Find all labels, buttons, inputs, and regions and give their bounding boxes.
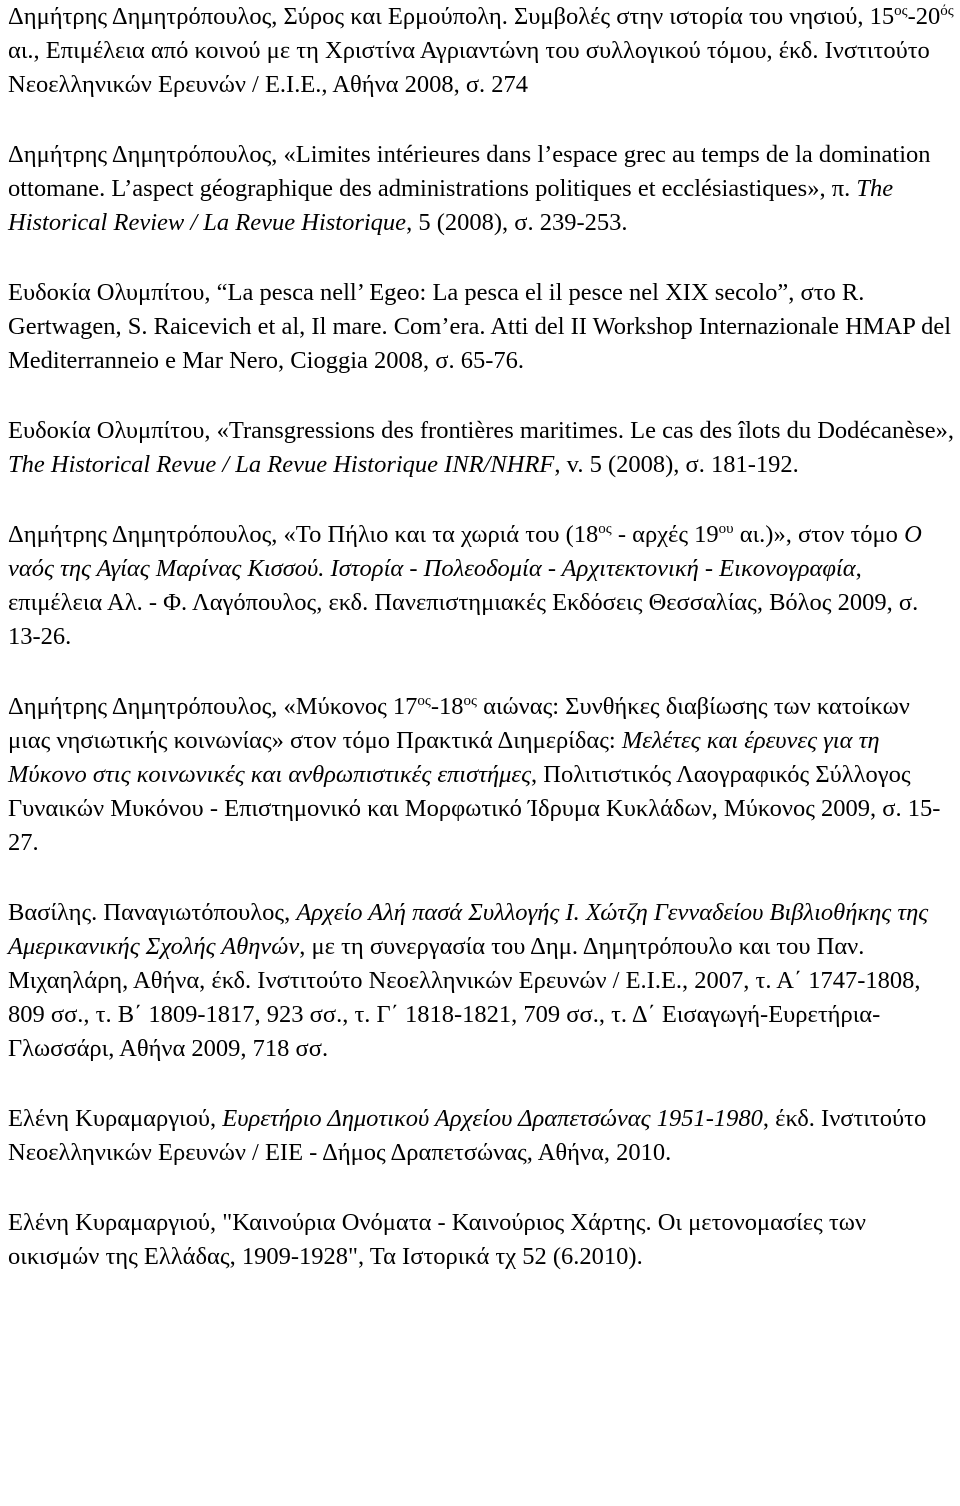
entry-text [8, 690, 954, 860]
entry-text-part: - αρχές 19 [611, 521, 719, 548]
bibliography-entry-6 [8, 690, 954, 860]
bibliography-entry-1 [8, 0, 954, 102]
ordinal-suffix: ος [894, 3, 908, 19]
bibliography-entry-7 [8, 896, 954, 1066]
ordinal-suffix: ος [417, 693, 431, 709]
entry-text-part: αι.)», στον τόμο [733, 521, 905, 548]
entry-text-part: , v. 5 (2008), σ. 181-192. [554, 451, 799, 478]
entry-text [8, 1206, 954, 1274]
entry-text-part: , έκδ. Ινστιτούτο Νεοελληνικών Ερευνών / ΕΙΕ - Δήμος Δραπετσώνας, Αθήνα, 2010. [8, 1105, 927, 1166]
entry-text-part: , 5 (2008), σ. 239-253. [406, 209, 628, 236]
entry-italic-title: Ο ναός της Αγίας Μαρίνας Κισσού. Ιστορία - Πολεοδομία - Αρχιτεκτονική - Εικονογραφία [8, 521, 922, 582]
entry-text [8, 414, 954, 482]
bibliography-entry-2 [8, 138, 954, 240]
entry-text-part: αιώνας: Συνθήκες διαβίωσης των κατοίκων μιας νησιωτικής κοινωνίας» στον τόμο Πρακτικά Διημερίδας: [8, 693, 910, 754]
bibliography-entry-4 [8, 414, 954, 482]
entry-text [8, 896, 954, 1066]
entry-italic-title: Αρχείο Αλή πασά Συλλογής Ι. Χώτζη Γενναδείου Βιβλιοθήκης της Αμερικανικής Σχολής Αθηνών [8, 899, 929, 960]
bibliography-entry-8 [8, 1102, 954, 1170]
entry-text [8, 1102, 954, 1170]
bibliography-entry-9 [8, 1206, 954, 1274]
entry-text-part: , Πολιτιστικός Λαογραφικός Σύλλογος Γυναικών Μυκόνου - Επιστημονικό και Μορφωτικό Ίδρυμα Κυκλάδων, Μύκονος 2009, σ. 15-27. [8, 761, 941, 856]
ordinal-suffix: ου [718, 521, 734, 537]
entry-text-part: Δημήτρης Δημητρόπουλος, Σύρος και Ερμούπολη. Συμβολές στην ιστορία του νησιού, 15 [8, 3, 895, 30]
entry-italic-title: Ευρετήριο Δημοτικού Αρχείου Δραπετσώνας 1951-1980 [222, 1105, 763, 1132]
entry-italic-title: Μελέτες και έρευνες για τη Μύκονο στις κοινωνικές και ανθρωπιστικές επιστήμες [8, 727, 880, 788]
entry-text-part: Ευδοκία Ολυμπίτου, “La pesca nell’ Egeo: La pesca el il pesce nel XIX secolo”, στο R. Gertwagen, S. Raicevich et al, Il mare. Com’era. Atti del II Workshop Internazionale HMAP del Mediterranneio e Mar Nero, Cioggia 2008, σ. 65-76. [8, 279, 952, 374]
entry-text-part: Ευδοκία Ολυμπίτου, «Transgressions des frontières maritimes. Le cas des îlots du Dodécanèse», [8, 417, 954, 444]
entry-text-part: Δημήτρης Δημητρόπουλος, «Limites intérieures dans l’espace grec au temps de la domination ottomane. L’aspect géographique des administrations politiques et ecclésiastiques», π. [8, 141, 931, 202]
ordinal-suffix: ός [940, 3, 954, 19]
entry-text-part: αι., Επιμέλεια από κοινού με τη Χριστίνα Αγριαντώνη του συλλογικού τόμου, έκδ. Ινστιτούτο Νεοελληνικών Ερευνών / Ε.Ι.Ε., Αθήνα 2008, σ. 274 [8, 37, 930, 98]
entry-text-part: Δημήτρης Δημητρόπουλος, «Το Πήλιο και τα χωριά του (18 [8, 521, 599, 548]
entry-text-part: Βασίλης. Παναγιωτόπουλος, [8, 899, 297, 926]
entry-text-part: -18 [430, 693, 464, 720]
entry-text [8, 518, 954, 654]
entry-text [8, 0, 954, 102]
entry-text-part: -20 [907, 3, 941, 30]
entry-text-part: Δημήτρης Δημητρόπουλος, «Μύκονος 17 [8, 693, 418, 720]
entry-text-part: Ελένη Κυραμαργιού, "Καινούρια Ονόματα - Καινούριος Χάρτης. Οι μετονομασίες των οικισμών της Ελλάδας, 1909-1928", Τα Ιστορικά τχ 52 (6.2010). [8, 1209, 866, 1270]
bibliography-page [8, 0, 954, 1301]
bibliography-entry-5 [8, 518, 954, 654]
entry-italic-title: The Historical Review / La Revue Historique [8, 175, 894, 236]
entry-text-part: , επιμέλεια Αλ. - Φ. Λαγόπουλος, εκδ. Πανεπιστημιακές Εκδόσεις Θεσσαλίας, Βόλος 2009, σ. 13-26. [8, 555, 919, 650]
entry-text [8, 276, 954, 378]
ordinal-suffix: ος [598, 521, 612, 537]
entry-text [8, 138, 954, 240]
entry-text-part: Ελένη Κυραμαργιού, [8, 1105, 223, 1132]
bibliography-entry-3 [8, 276, 954, 378]
ordinal-suffix: ος [463, 693, 477, 709]
entry-italic-title: The Historical Revue / La Revue Historique INR/NHRF [8, 451, 555, 478]
entry-text-part: , με τη συνεργασία του Δημ. Δημητρόπουλο και του Παν. Μιχαηλάρη, Αθήνα, έκδ. Ινστιτούτο Νεοελληνικών Ερευνών / Ε.Ι.Ε., 2007, τ. Α΄ 1747-1808, 809 σσ., τ. Β΄ 1809-1817, 923 σσ., τ. Γ΄ 1818-1821, 709 σσ., τ. Δ΄ Εισαγωγή-Ευρετήρια-Γλωσσάρι, Αθήνα 2009, 718 σσ. [8, 933, 921, 1062]
